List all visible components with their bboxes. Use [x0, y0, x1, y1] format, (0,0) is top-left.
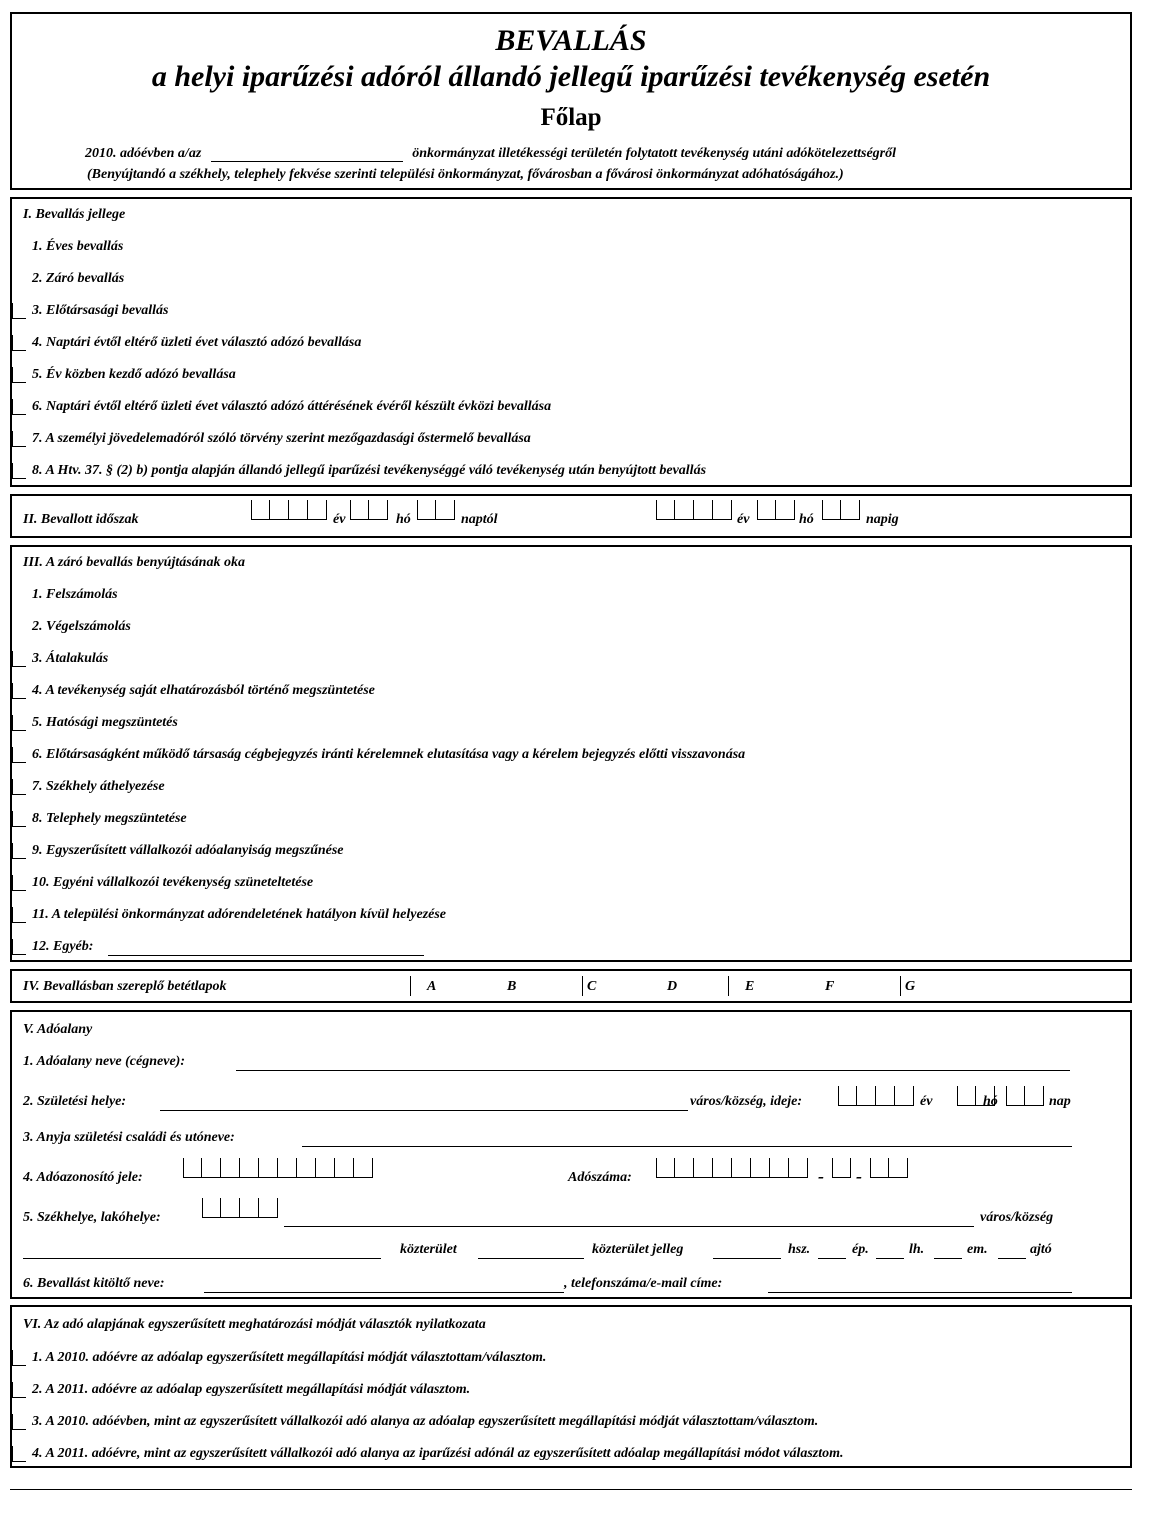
section-1-item: 7. A személyi jövedelemadóról szóló törvény szerint mezőgazdasági őstermelő bevallása [32, 431, 531, 446]
section-1-item: 8. A Htv. 37. § (2) b) pontja alapján állandó jellegű iparűzési tevékenységgé váló tevékenység után benyújtott bevallás [32, 463, 707, 478]
birth-day-cells[interactable] [1006, 1086, 1044, 1106]
footer-divider [10, 1489, 1132, 1490]
birthplace-label: 2. Születési helye: [23, 1094, 127, 1109]
form-title: BEVALLÁS [495, 24, 647, 57]
year-line-post: önkormányzat illetékességi területén folytatott tevékenység utáni adókötelezettségről [412, 146, 896, 161]
birth-city-label: város/község, ideje: [690, 1094, 802, 1109]
seat-label: 5. Székhelye, lakóhelye: [23, 1210, 161, 1225]
checkbox[interactable] [12, 747, 26, 763]
period-from-year[interactable] [251, 500, 327, 520]
taxpayer-name-label: 1. Adóalany neve (cégneve): [23, 1054, 185, 1069]
birth-ho-label: hó [983, 1094, 998, 1109]
municipality-field[interactable] [211, 147, 403, 162]
section-1-item: 4. Naptári évtől eltérő üzleti évet választó adózó bevallása [32, 335, 362, 350]
checkbox[interactable] [12, 367, 26, 383]
section-3-item: 2. Végelszámolás [32, 619, 131, 634]
period-from-month[interactable] [350, 500, 388, 520]
checkbox[interactable] [12, 1414, 26, 1430]
year-line-pre: 2010. adóévben a/az [85, 146, 202, 161]
section-4-title: IV. Bevallásban szereplő betétlapok [23, 979, 227, 994]
tax-id-label: 4. Adóazonosító jele: [23, 1170, 143, 1185]
section-6-item: 3. A 2010. adóévben, mint az egyszerűsített vállalkozói adó alanya az adóalap egyszerűsített megállapítási módját választottam/választom. [32, 1414, 819, 1429]
checkbox[interactable] [12, 939, 26, 955]
checkbox[interactable] [12, 907, 26, 923]
street-type-field[interactable] [478, 1258, 584, 1259]
birthplace-field[interactable] [160, 1110, 688, 1111]
door-field[interactable] [998, 1258, 1026, 1259]
label-naptol: naptól [461, 512, 498, 527]
phone-email-label: , telefonszáma/e-mail címe: [564, 1276, 723, 1291]
other-reason-field[interactable] [108, 955, 424, 956]
section-3-title: III. A záró bevallás benyújtásának oka [23, 555, 245, 570]
em-label: em. [967, 1242, 988, 1257]
section-1-item: 3. Előtársasági bevallás [32, 303, 169, 318]
section-3-item: 7. Székhely áthelyezése [32, 779, 165, 794]
label-ev: év [333, 512, 346, 527]
section-2-box [10, 494, 1132, 538]
period-to-year[interactable] [656, 500, 732, 520]
label-ho-2: hó [799, 512, 814, 527]
checkbox[interactable] [12, 303, 26, 319]
checkbox[interactable] [12, 431, 26, 447]
checkbox[interactable] [12, 875, 26, 891]
section-3-item: 6. Előtársaságként működő társaság cégbejegyzés iránti kérelemnek elutasítása vagy a kérelem bejegyzés előtti visszavonása [32, 747, 746, 762]
postal-code-cells[interactable] [202, 1198, 278, 1218]
staircase-field[interactable] [876, 1258, 904, 1259]
label-ho: hó [396, 512, 411, 527]
filler-name-label: 6. Bevallást kitöltő neve: [23, 1276, 165, 1291]
page-label: Főlap [540, 104, 602, 131]
header-box [10, 12, 1132, 190]
tax-number-label: Adószáma: [568, 1170, 632, 1185]
period-to-day[interactable] [822, 500, 860, 520]
section-1-box [10, 197, 1132, 487]
checkbox[interactable] [12, 399, 26, 415]
insert-sheet-a[interactable]: A [427, 979, 437, 994]
tax-number-cells-3[interactable] [870, 1158, 908, 1178]
checkbox[interactable] [12, 779, 26, 795]
checkbox[interactable] [12, 715, 26, 731]
taxpayer-name-field[interactable] [236, 1070, 1070, 1071]
insert-sheet-b[interactable]: B [507, 979, 517, 994]
section-1-item: 6. Naptári évtől eltérő üzleti évet választó adózó áttérésének évéről készült évközi bevallása [32, 399, 552, 414]
section-6-item: 1. A 2010. adóévre az adóalap egyszerűsített megállapítási módját választottam/választom. [32, 1350, 547, 1365]
street-label: közterület [400, 1242, 457, 1257]
street-type-label: közterület jelleg [592, 1242, 684, 1257]
mother-name-label: 3. Anyja születési családi és utóneve: [23, 1130, 235, 1145]
birth-nap-label: nap [1049, 1094, 1071, 1109]
submission-note: (Benyújtandó a székhely, telephely fekvése szerinti települési önkormányzat, fővárosban a fővárosi önkormányzat adóhatóságához.) [87, 167, 844, 182]
tax-number-cells-2[interactable] [832, 1158, 851, 1178]
section-3-item: 4. A tevékenység saját elhatározásból történő megszüntetése [32, 683, 375, 698]
ep-label: ép. [852, 1242, 869, 1257]
period-to-month[interactable] [757, 500, 795, 520]
section-6-title: VI. Az adó alapjának egyszerűsített meghatározási módját választók nyilatkozata [23, 1317, 486, 1332]
ajto-label: ajtó [1030, 1242, 1052, 1257]
section-3-item: 5. Hatósági megszüntetés [32, 715, 178, 730]
tax-number-cells-1[interactable] [656, 1158, 808, 1178]
section-6-item: 2. A 2011. adóévre az adóalap egyszerűsített megállapítási módját választom. [32, 1382, 471, 1397]
section-2-title: II. Bevallott időszak [23, 512, 139, 527]
checkbox[interactable] [12, 335, 26, 351]
phone-email-field[interactable] [768, 1292, 1072, 1293]
insert-sheet-g[interactable]: G [905, 979, 916, 994]
checkbox[interactable] [12, 683, 26, 699]
checkbox[interactable] [12, 811, 26, 827]
checkbox[interactable] [12, 843, 26, 859]
checkbox[interactable] [12, 1382, 26, 1398]
checkbox[interactable] [12, 463, 26, 479]
section-1-item: 1. Éves bevallás [32, 239, 124, 254]
birth-ev-label: év [920, 1094, 933, 1109]
filler-name-field[interactable] [204, 1292, 564, 1293]
section-3-item: 1. Felszámolás [32, 587, 118, 602]
section-3-item: 8. Telephely megszüntetése [32, 811, 187, 826]
birth-year-cells[interactable] [838, 1086, 914, 1106]
insert-sheet-e[interactable]: E [745, 979, 755, 994]
label-ev-2: év [737, 512, 750, 527]
mother-name-field[interactable] [302, 1146, 1072, 1147]
section-1-item: 5. Év közben kezdő adózó bevallása [32, 367, 236, 382]
section-1-title: I. Bevallás jellege [23, 207, 126, 222]
tax-number-dash-1: - [818, 1166, 824, 1186]
section-3-box [10, 545, 1132, 962]
section-3-item: 10. Egyéni vállalkozói tevékenység szüneteltetése [32, 875, 314, 890]
floor-field[interactable] [934, 1258, 962, 1259]
section-3-item: 12. Egyéb: [32, 939, 94, 954]
lh-label: lh. [909, 1242, 925, 1257]
form-subtitle: a helyi iparűzési adóról állandó jellegű iparűzési tevékenység esetén [151, 60, 991, 93]
section-1-item: 2. Záró bevallás [32, 271, 125, 286]
insert-sheet-c[interactable]: C [587, 979, 597, 994]
section-5-box [10, 1010, 1132, 1299]
house-number-field[interactable] [713, 1258, 781, 1259]
period-from-day[interactable] [417, 500, 455, 520]
checkbox[interactable] [12, 1350, 26, 1366]
section-6-item: 4. A 2011. adóévre, mint az egyszerűsített vállalkozói adó alanya az iparűzési adónál az egyszerűsített adóalap megállapítási módot választom. [32, 1446, 844, 1461]
section-3-item: 3. Átalakulás [32, 651, 109, 666]
section-3-item: 9. Egyszerűsített vállalkozói adóalanyiság megszűnése [32, 843, 344, 858]
insert-sheet-d[interactable]: D [667, 979, 678, 994]
building-field[interactable] [818, 1258, 846, 1259]
tax-id-cells[interactable] [183, 1158, 373, 1178]
section-5-title: V. Adóalany [23, 1022, 93, 1037]
section-3-item: 11. A települési önkormányzat adórendeletének hatályon kívül helyezése [32, 907, 447, 922]
checkbox[interactable] [12, 1446, 26, 1462]
seat-city-field[interactable] [284, 1226, 974, 1227]
seat-city-label: város/község [980, 1210, 1054, 1225]
hsz-label: hsz. [788, 1242, 811, 1257]
section-6-box [10, 1305, 1132, 1468]
year-line [85, 146, 896, 162]
insert-sheet-f[interactable]: F [825, 979, 835, 994]
label-napig: napig [866, 512, 899, 527]
section-4-box [10, 969, 1132, 1003]
checkbox[interactable] [12, 651, 26, 667]
tax-number-dash-2: - [856, 1166, 862, 1186]
street-field[interactable] [23, 1258, 381, 1259]
